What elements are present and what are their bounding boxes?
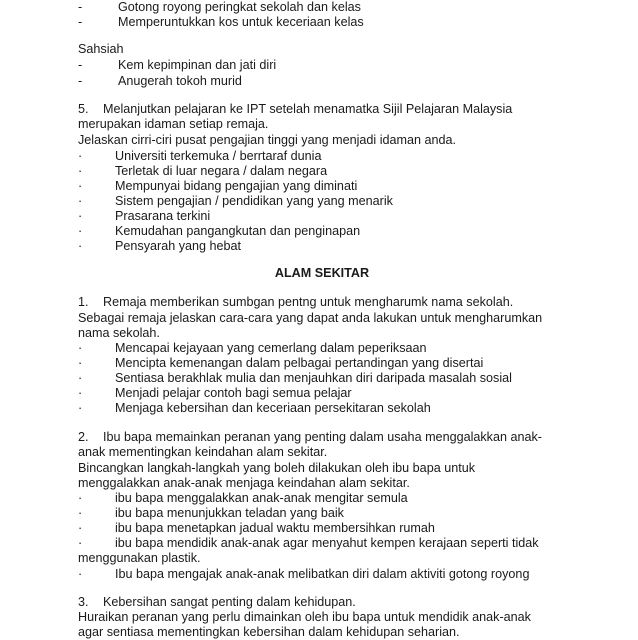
bullet-dot: · (78, 567, 83, 581)
question-text: Kebersihan sangat penting dalam kehidupan. (103, 595, 356, 609)
list-item-text: Mencipta kemenangan dalam pelbagai pertandingan yang disertai (115, 356, 484, 370)
list-item-text: ibu bapa mendidik anak-anak agar menyahut kempen kerajaan seperti tidak (115, 536, 539, 550)
list-item-text: Ibu bapa mengajak anak-anak melibatkan diri dalam aktiviti gotong royong (115, 567, 530, 581)
list-item-text: ibu bapa menunjukkan teladan yang baik (115, 506, 344, 520)
question-number: 2. (78, 430, 89, 444)
bullet-dot: · (78, 521, 83, 535)
bullet-dot: · (78, 386, 83, 400)
question-number: 3. (78, 595, 89, 609)
bullet-dot: · (78, 536, 83, 550)
list-item-text: ibu bapa menggalakkan anak-anak mengitar semula (115, 491, 408, 505)
list-item-text: Pensyarah yang hebat (115, 239, 242, 253)
question-text: Remaja memberikan sumbgan pentng untuk mengharumk nama sekolah. (103, 295, 514, 309)
bullet-dot: · (78, 194, 83, 208)
list-item-text: ibu bapa menetapkan jadual waktu membersihkan rumah (115, 521, 435, 535)
bullet-dot: · (78, 506, 83, 520)
bullet-dot: · (78, 401, 83, 415)
question-text: nama sekolah. (78, 326, 160, 340)
list-item-text: Kemudahan pangangkutan dan penginapan (115, 224, 361, 238)
question-instruction: Bincangkan langkah-langkah yang boleh dilakukan oleh ibu bapa untuk (78, 461, 476, 475)
question-instruction: agar sentiasa mementingkan kebersihan dalam kehidupan seharian. (78, 625, 460, 639)
list-item-text: Menjadi pelajar contoh bagi semua pelajar (115, 386, 352, 400)
question-line (78, 595, 356, 610)
list-dash: - (78, 0, 83, 14)
question-instruction: Jelaskan cirri-ciri pusat pengajian tinggi yang menjadi idaman anda. (78, 133, 457, 147)
list-item-text: Sentiasa berakhlak mulia dan menjauhkan diri daripada masalah sosial (115, 371, 512, 385)
question-line (78, 295, 513, 310)
question-line (78, 102, 512, 117)
bullet-dot: · (78, 209, 83, 223)
bullet-dot: · (78, 179, 83, 193)
question-instruction: Huraikan peranan yang perlu dimainkan oleh ibu bapa untuk mendidik anak-anak (78, 610, 531, 624)
list-item-text: Memperuntukkan kos untuk keceriaan kelas (118, 15, 364, 29)
list-item-text: Mencapai kejayaan yang cemerlang dalam peperiksaan (115, 341, 427, 355)
question-text: Melanjutkan pelajaran ke IPT setelah menamatka Sijil Pelajaran Malaysia (103, 102, 513, 116)
list-dash: - (78, 58, 83, 72)
bullet-dot: · (78, 224, 83, 238)
question-text: merupakan idaman setiap remaja. (78, 117, 269, 131)
list-item-text: Menjaga kebersihan dan keceriaan persekitaran sekolah (115, 401, 431, 415)
bullet-dot: · (78, 164, 83, 178)
list-item-text: Anugerah tokoh murid (118, 74, 242, 88)
section-heading: ALAM SEKITAR (274, 266, 370, 280)
bullet-dot: · (78, 239, 83, 253)
list-item-text: Terletak di luar negara / dalam negara (115, 164, 328, 178)
bullet-dot: · (78, 149, 83, 163)
bullet-dot: · (78, 491, 83, 505)
bullet-dot: · (78, 371, 83, 385)
question-line (78, 430, 542, 445)
list-item-text: Sistem pengajian / pendidikan yang yang menarik (115, 194, 393, 208)
section-title: Sahsiah (78, 42, 124, 56)
question-instruction: menggalakkan anak-anak menjaga keindahan alam sekitar. (78, 476, 410, 490)
question-text: Sebagai remaja jelaskan cara-cara yang dapat anda lakukan untuk mengharumkan (78, 311, 543, 325)
list-item-text: Mempunyai bidang pengajian yang diminati (115, 179, 358, 193)
list-item-text: Kem kepimpinan dan jati diri (118, 58, 277, 72)
list-item-text: Gotong royong peringkat sekolah dan kelas (118, 0, 361, 14)
bullet-dot: · (78, 341, 83, 355)
question-text: anak mementingkan keindahan alam sekitar. (78, 445, 328, 459)
question-number: 1. (78, 295, 89, 309)
question-text: Ibu bapa memainkan peranan yang penting dalam usaha menggalakkan anak- (103, 430, 542, 444)
list-dash: - (78, 74, 83, 88)
list-item-continuation: menggunakan plastik. (78, 551, 201, 565)
list-item-text: Prasarana terkini (115, 209, 211, 223)
question-number: 5. (78, 102, 89, 116)
list-item-text: Universiti terkemuka / berrtaraf dunia (115, 149, 322, 163)
bullet-dot: · (78, 356, 83, 370)
list-dash: - (78, 15, 83, 29)
